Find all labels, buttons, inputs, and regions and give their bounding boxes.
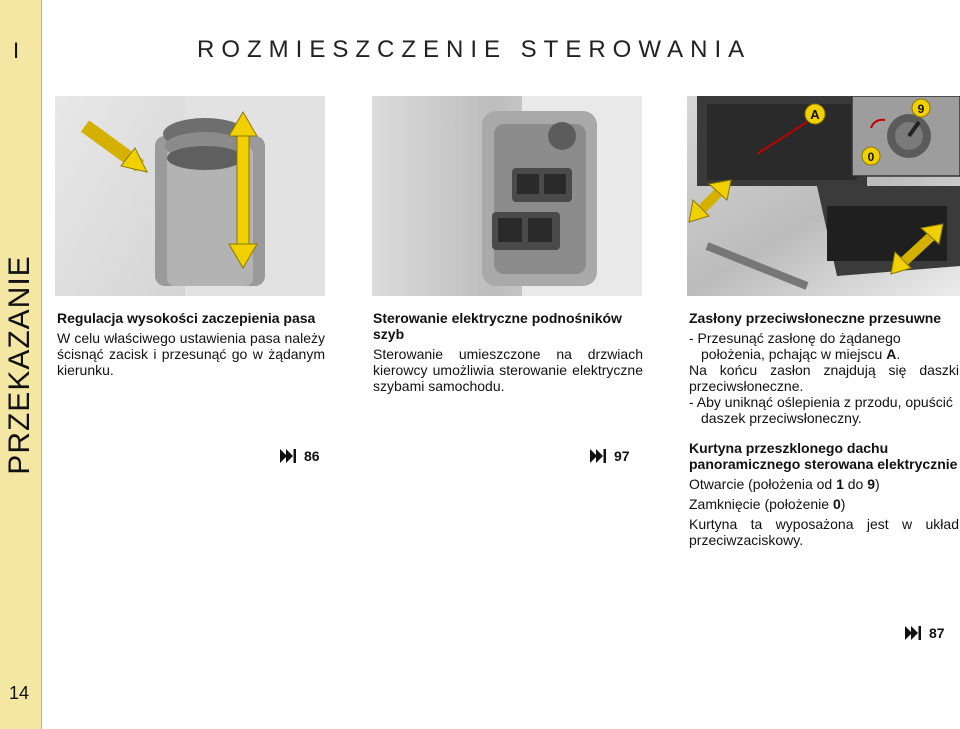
belt-text: W celu właściwego ustawienia pasa należy ścisnąć zacisk i przesunąć go w żądanym kierunku. — [57, 330, 325, 378]
belt-section — [57, 310, 325, 378]
page-ref-number: 86 — [304, 448, 320, 464]
page-ref-number: 97 — [614, 448, 630, 464]
label-a: A — [810, 107, 820, 122]
side-tab — [0, 0, 42, 729]
fast-forward-icon — [590, 449, 606, 463]
page-ref-link[interactable] — [590, 448, 630, 464]
window-text: Sterowanie umieszczone na drzwiach kierowcy umożliwia sterowanie elektryczne szybami samochodu. — [373, 346, 643, 394]
fast-forward-icon — [280, 449, 296, 463]
blind-note: Kurtyna ta wyposażona jest w układ przeciwzaciskowy. — [689, 516, 959, 548]
page-ref-link[interactable] — [905, 625, 945, 641]
page-ref-link[interactable] — [280, 448, 320, 464]
visor-heading: Zasłony przeciwsłoneczne przesuwne — [689, 310, 942, 326]
chapter-title: PRZEKAZANIE — [3, 255, 36, 475]
visor-item-1-note: Na końcu zasłon znajdują się daszki przeciwsłoneczne. — [689, 362, 959, 394]
page-ref-number: 87 — [929, 625, 945, 641]
visor-item-2: - Aby uniknąć oślepienia z przodu, opuścić daszek przeciwsłoneczny. — [689, 394, 953, 426]
belt-height-photo — [55, 96, 325, 296]
page-title: ROZMIESZCZENIE STEROWANIA — [197, 36, 752, 63]
visor-section — [689, 310, 959, 548]
fast-forward-icon — [905, 626, 921, 640]
window-section — [373, 310, 643, 394]
window-switch-photo — [372, 96, 642, 296]
double-arrow-icon — [689, 180, 731, 222]
window-heading: Sterowanie elektryczne podnośników szyb — [373, 310, 622, 342]
label-nine: 9 — [917, 102, 925, 116]
blind-heading: Kurtyna przeszklonego dachu panoramicznego sterowana elektrycznie — [689, 440, 958, 472]
visor-item-1: - Przesunąć zasłonę do żądanego położenia, pchając w miejscu A. — [689, 330, 901, 362]
page-number: 14 — [9, 683, 30, 703]
sun-visor-photo — [687, 96, 960, 296]
label-zero: 0 — [867, 150, 875, 164]
belt-heading: Regulacja wysokości zaczepienia pasa — [57, 310, 316, 326]
diagonal-arrow-icon — [85, 126, 147, 172]
blind-open-text: Otwarcie (położenia od 1 do 9) — [689, 476, 880, 492]
blind-close-text: Zamknięcie (położenie 0) — [689, 496, 846, 512]
chapter-number: I — [13, 38, 20, 63]
